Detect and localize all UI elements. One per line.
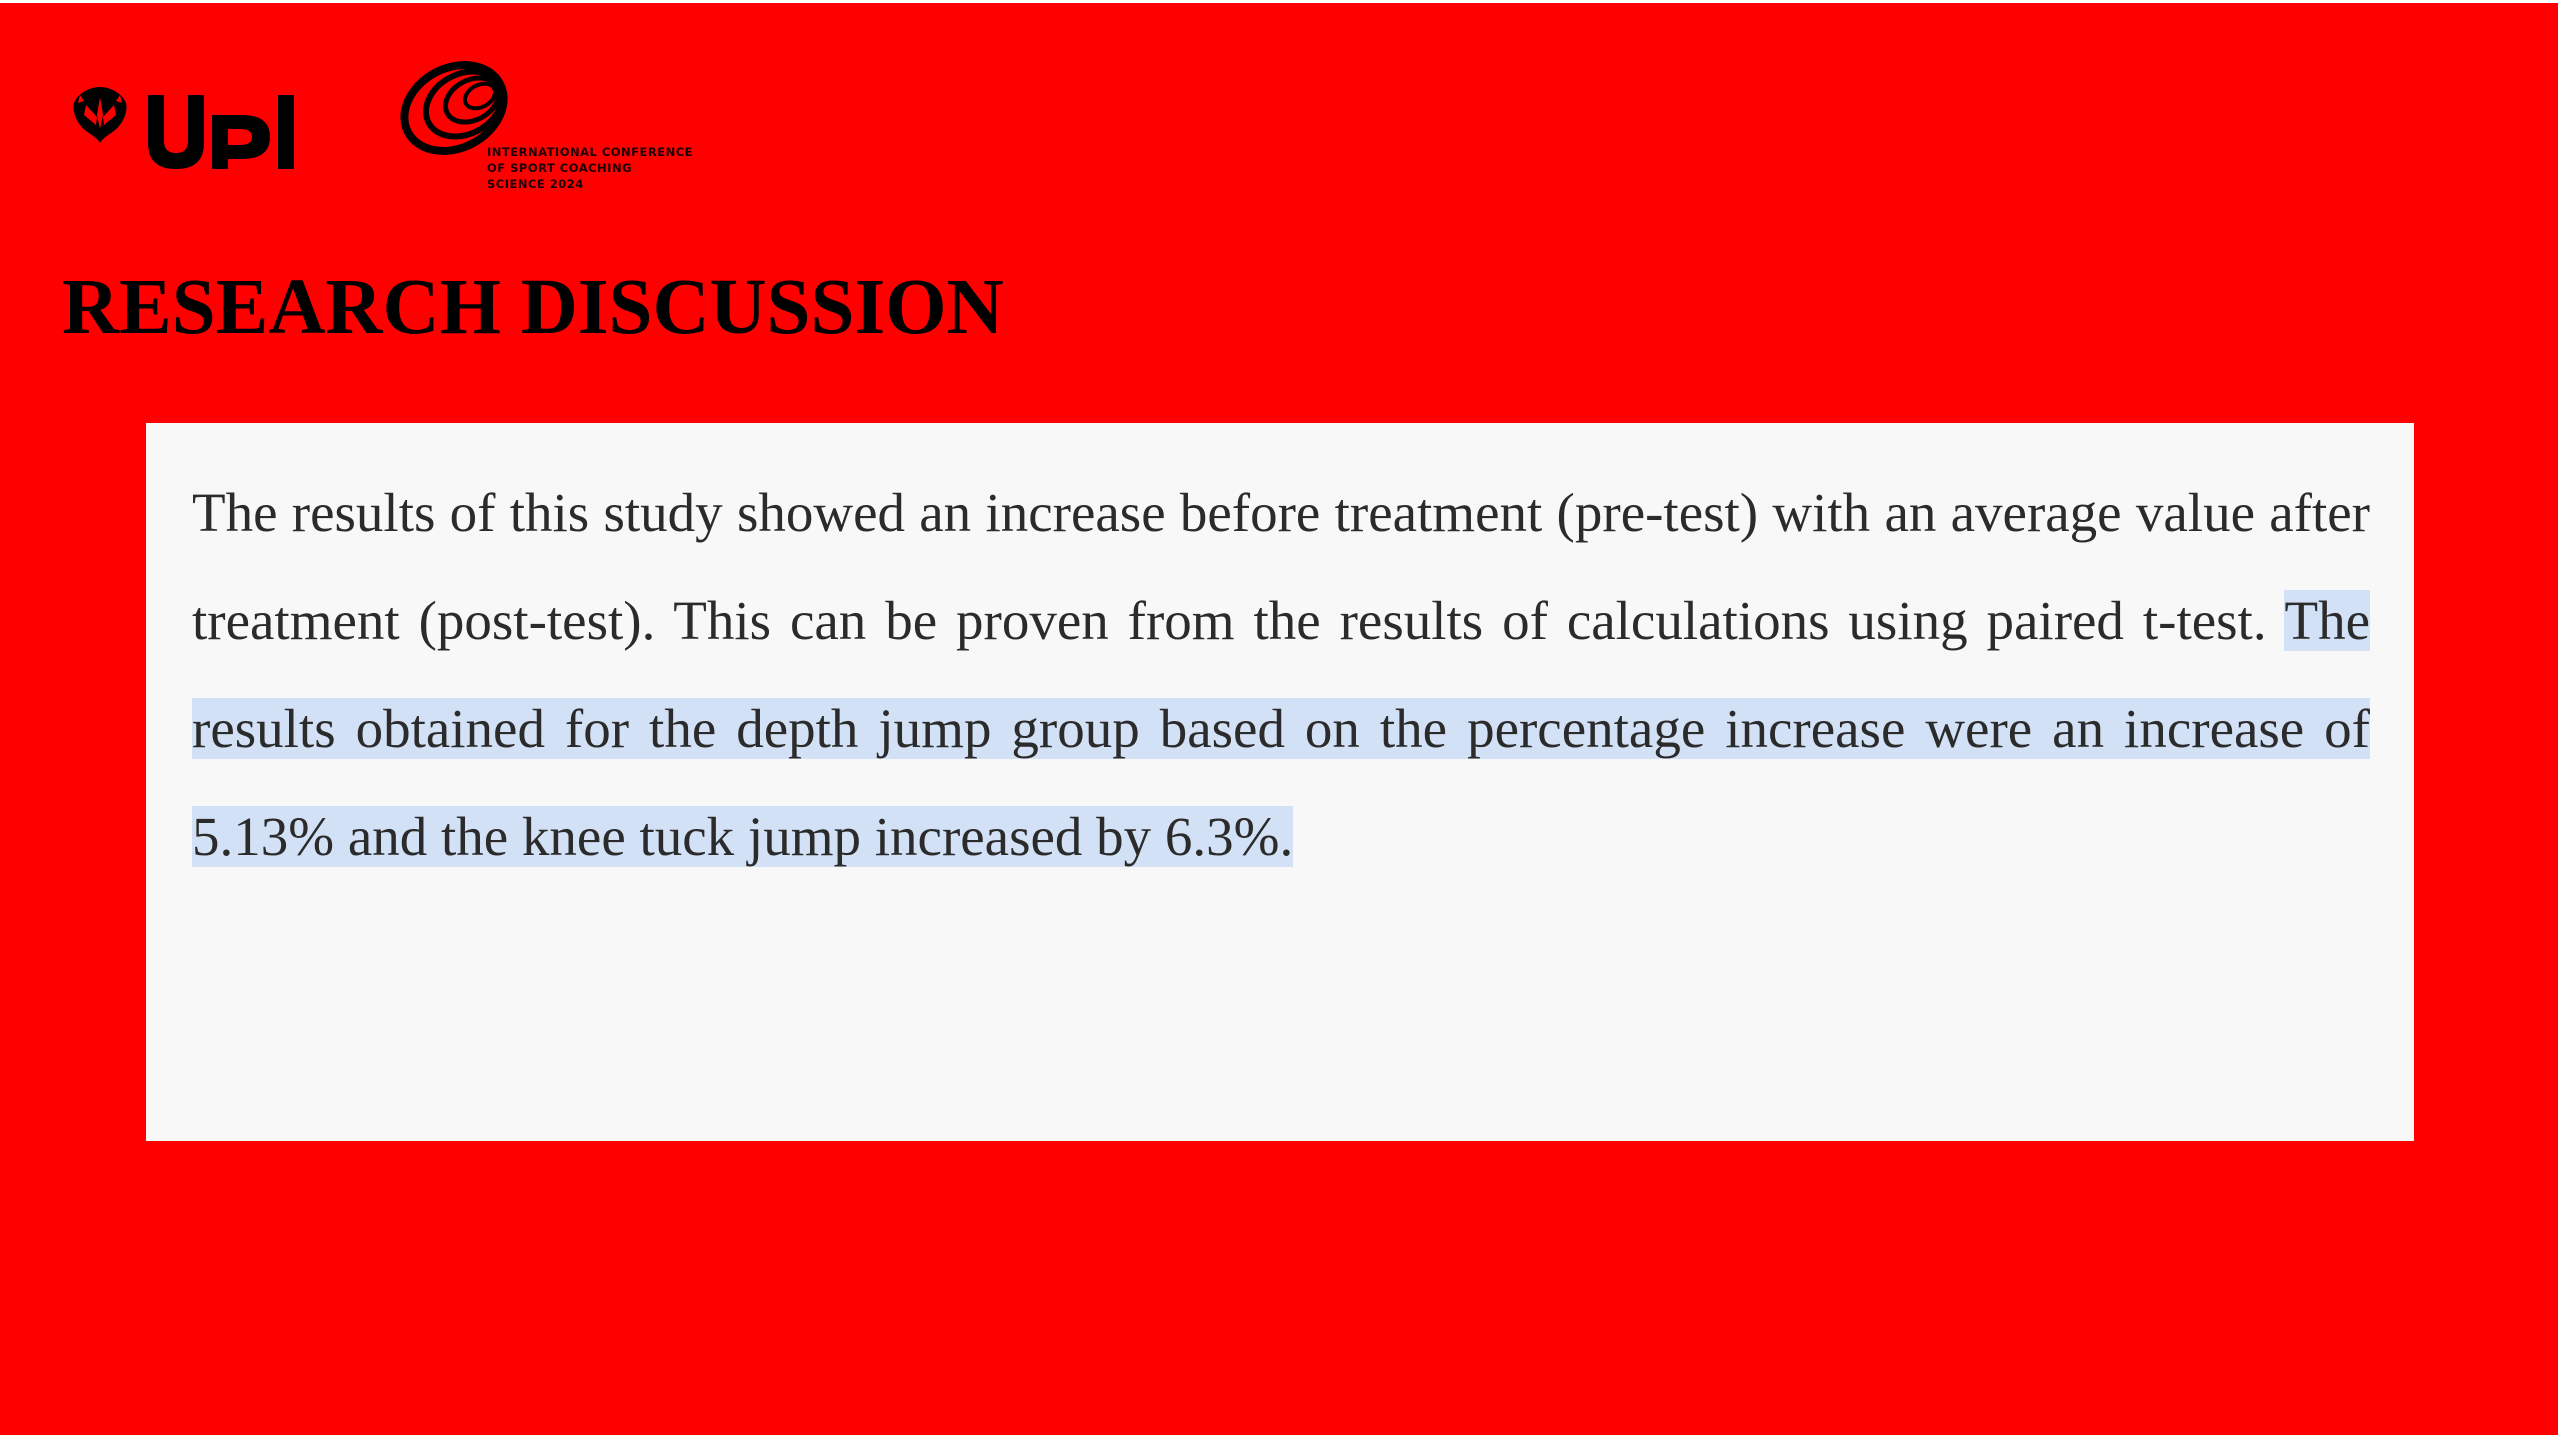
conference-line-1: INTERNATIONAL CONFERENCE <box>487 145 694 159</box>
conference-rings-icon <box>392 58 542 158</box>
paragraph-highlighted-text: The results obtained for the depth jump group based on the percentage increase were an increase of 5.13% and the knee tuck jump increased by 6.3%. <box>192 590 2370 867</box>
conference-line-2: OF SPORT COACHING <box>487 161 633 175</box>
conference-logo <box>392 58 712 198</box>
conference-name <box>487 144 693 192</box>
discussion-paragraph <box>192 459 2370 891</box>
conference-line-3: SCIENCE 2024 <box>487 177 584 191</box>
slide-title: RESEARCH DISCUSSION <box>62 264 1004 351</box>
discussion-text-box <box>146 423 2414 1141</box>
upi-emblem-icon <box>70 81 310 171</box>
paragraph-plain-text: The results of this study showed an increase before treatment (pre-test) with an average value after treatment (post-test). This can be proven from the results of calculations using paired t-test. <box>192 482 2370 651</box>
slide <box>0 3 2558 1435</box>
upi-logo <box>70 81 310 171</box>
